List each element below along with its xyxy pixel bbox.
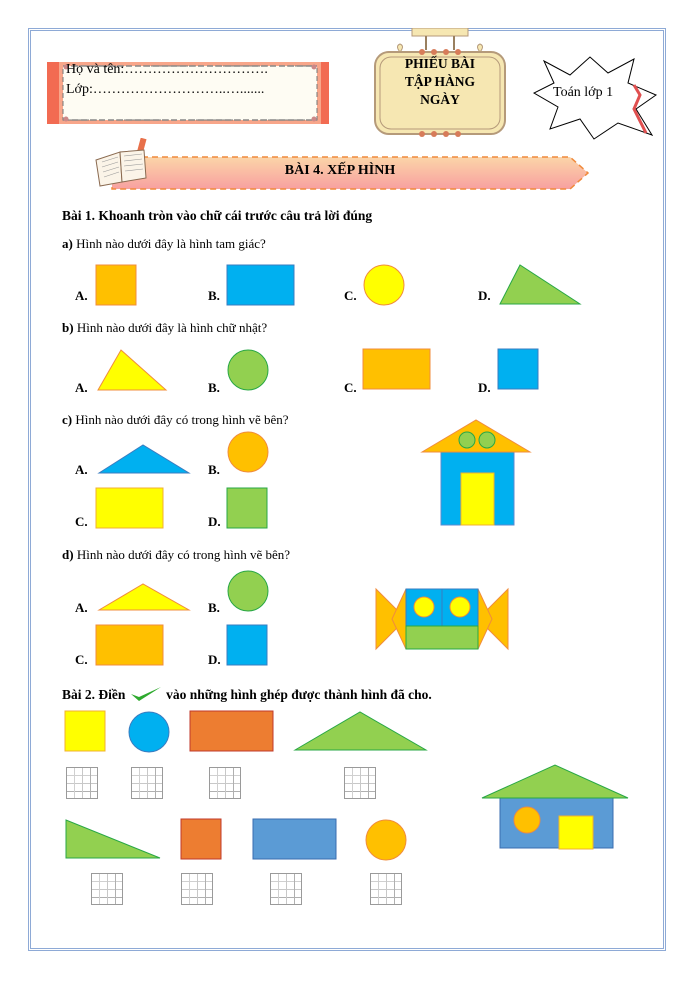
blue-rectangle <box>226 264 296 306</box>
ex2-orange-square <box>180 818 222 860</box>
subject-label: Toán lớp 1 <box>553 85 614 100</box>
exercise-2-title: Bài 2. Điền vào những hình ghép được thành hình đã cho. <box>62 687 432 702</box>
option-c-B[interactable]: B. <box>208 462 220 477</box>
yellow-rectangle <box>95 487 165 529</box>
ex2-yellow-square <box>64 710 106 752</box>
answer-box-6[interactable] <box>181 873 213 905</box>
option-d-A[interactable]: A. <box>75 600 88 615</box>
orange-rectangle <box>362 348 432 390</box>
checkmark-icon <box>129 686 163 702</box>
option-d-C[interactable]: C. <box>75 652 88 667</box>
option-b-A[interactable]: A. <box>75 380 88 395</box>
yellow-circle <box>362 263 406 307</box>
green-circle-d <box>226 569 270 613</box>
blue-square-d <box>226 624 268 666</box>
green-circle <box>226 348 270 392</box>
book-icon <box>92 138 152 188</box>
house-figure-ex2 <box>480 763 630 851</box>
student-info <box>66 60 268 100</box>
orange-circle <box>226 430 270 474</box>
house-figure-c <box>420 418 532 530</box>
lesson-title: BÀI 4. XẾP HÌNH <box>284 163 396 178</box>
answer-box-3[interactable] <box>209 767 241 799</box>
yellow-triangle <box>96 348 168 392</box>
yellow-triangle-wide <box>97 582 191 612</box>
ex2-green-right-triangle <box>64 818 162 860</box>
worksheet-title <box>378 55 502 109</box>
orange-rectangle-d <box>95 624 165 666</box>
answer-box-2[interactable] <box>131 767 163 799</box>
option-d-D[interactable]: D. <box>208 652 221 667</box>
orange-square <box>95 264 137 306</box>
sign-line-1: PHIẾU BÀI <box>404 56 476 71</box>
option-b-B[interactable]: B. <box>208 380 220 395</box>
ex2-steelblue-rectangle <box>252 818 338 860</box>
ex2-orange-circle <box>364 818 408 862</box>
question-b: b) Hình nào dưới đây là hình chữ nhật? <box>62 320 268 335</box>
ex2-green-triangle <box>293 710 429 752</box>
exercise-1-title: Bài 1. Khoanh tròn vào chữ cái trước câu trả lời đúng <box>62 208 373 223</box>
question-d: d) Hình nào dưới đây có trong hình vẽ bên? <box>62 547 291 562</box>
name-field-label[interactable]: Họ và tên:…………………………. <box>66 62 268 77</box>
option-c-A[interactable]: A. <box>75 462 88 477</box>
question-c: c) Hình nào dưới đây có trong hình vẽ bên? <box>62 412 289 427</box>
blue-square <box>497 348 539 390</box>
option-c-D[interactable]: D. <box>208 514 221 529</box>
option-b-C[interactable]: C. <box>344 380 357 395</box>
class-field-label[interactable]: Lớp:………………………..…....... <box>66 82 265 97</box>
answer-box-4[interactable] <box>344 767 376 799</box>
blue-triangle <box>97 443 191 475</box>
green-triangle <box>498 263 582 307</box>
option-a-D[interactable]: D. <box>478 288 491 303</box>
option-a-B[interactable]: B. <box>208 288 220 303</box>
sign-line-2: TẬP HÀNG <box>404 74 476 89</box>
question-a: a) Hình nào dưới đây là hình tam giác? <box>62 236 266 251</box>
option-a-C[interactable]: C. <box>344 288 357 303</box>
option-a-A[interactable]: A. <box>75 288 88 303</box>
ex2-blue-circle <box>127 710 171 754</box>
option-d-B[interactable]: B. <box>208 600 220 615</box>
green-square <box>226 487 268 529</box>
answer-box-8[interactable] <box>370 873 402 905</box>
ex2-orange-rectangle <box>189 710 275 752</box>
option-b-D[interactable]: D. <box>478 380 491 395</box>
answer-box-7[interactable] <box>270 873 302 905</box>
candy-figure-d <box>374 587 510 651</box>
sign-line-3: NGÀY <box>420 92 460 107</box>
answer-box-1[interactable] <box>66 767 98 799</box>
answer-box-5[interactable] <box>91 873 123 905</box>
option-c-C[interactable]: C. <box>75 514 88 529</box>
